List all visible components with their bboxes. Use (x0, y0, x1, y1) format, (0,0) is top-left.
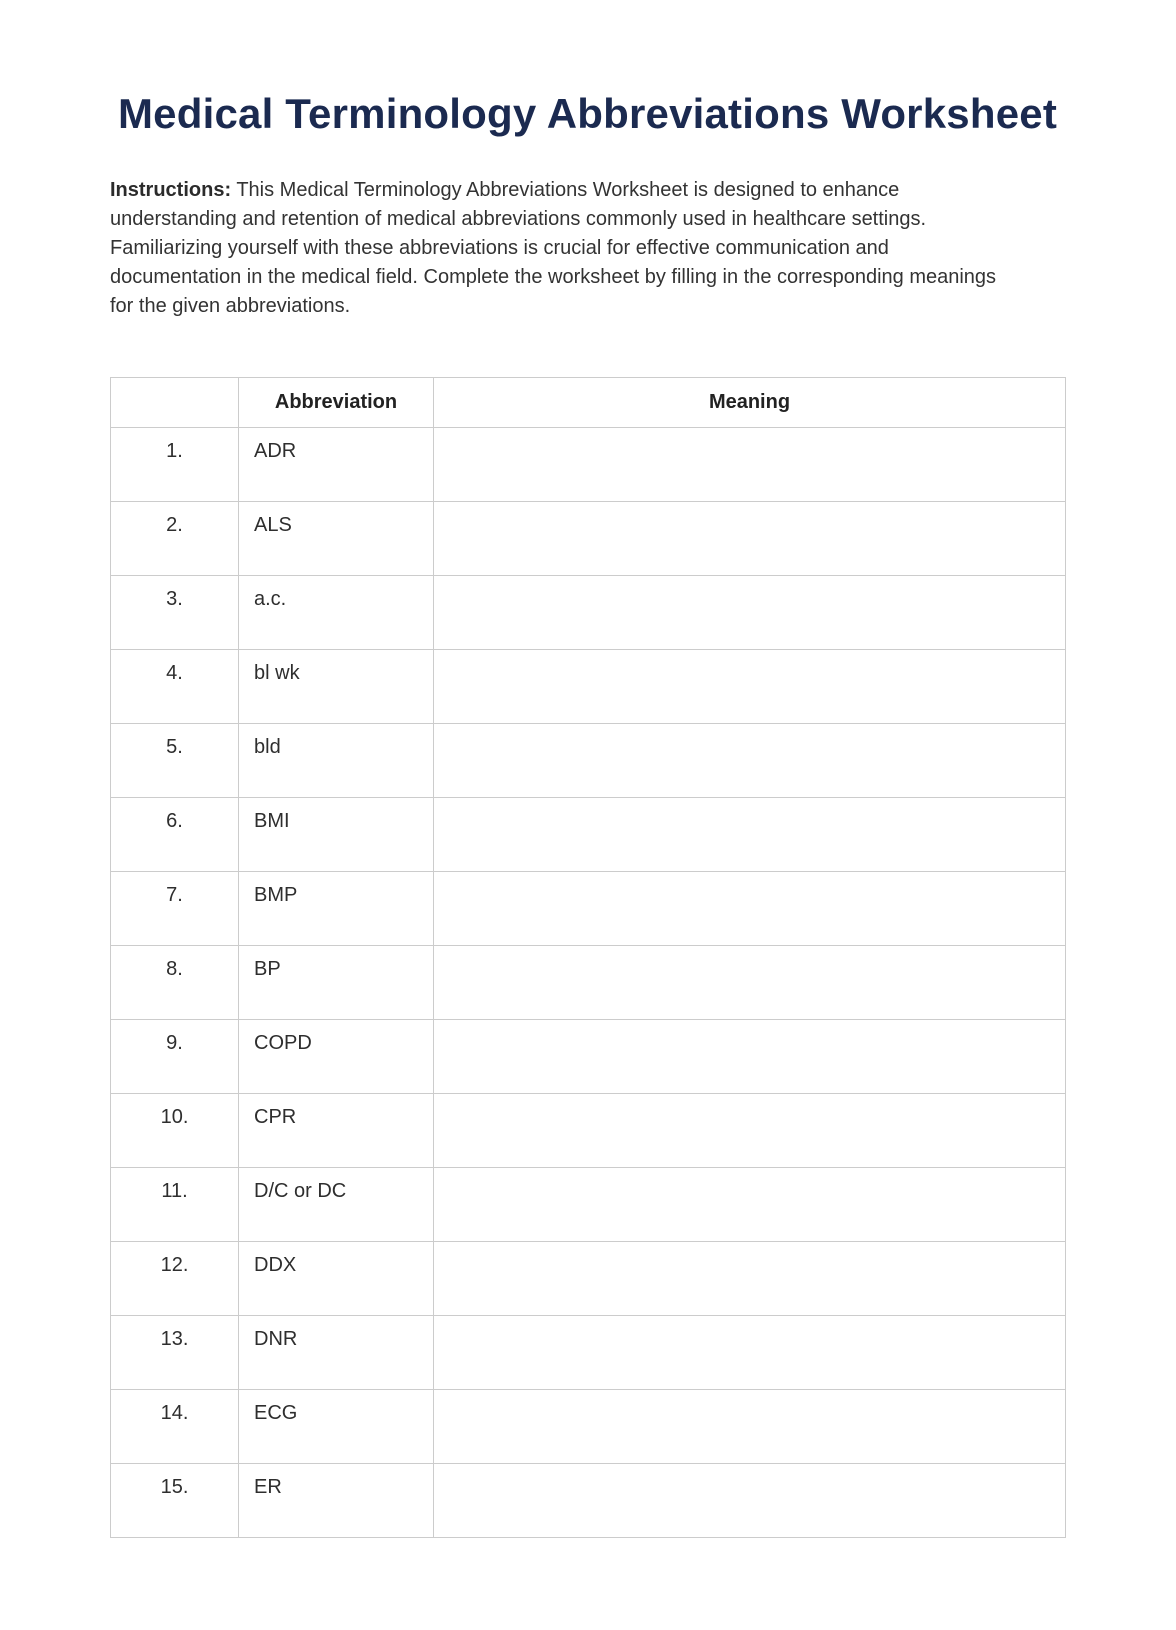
row-meaning-blank[interactable] (434, 1168, 1066, 1242)
instructions-label: Instructions: (110, 179, 232, 201)
row-meaning-blank[interactable] (434, 1464, 1066, 1538)
row-abbreviation: a.c. (239, 576, 434, 650)
table-row (111, 1168, 1066, 1242)
table-row (111, 576, 1066, 650)
row-number: 15. (111, 1464, 239, 1538)
row-number: 6. (111, 798, 239, 872)
row-meaning-blank[interactable] (434, 428, 1066, 502)
row-abbreviation: ECG (239, 1390, 434, 1464)
row-meaning-blank[interactable] (434, 1020, 1066, 1094)
row-number: 8. (111, 946, 239, 1020)
row-meaning-blank[interactable] (434, 724, 1066, 798)
row-number: 1. (111, 428, 239, 502)
row-abbreviation: BMI (239, 798, 434, 872)
table-row (111, 798, 1066, 872)
row-meaning-blank[interactable] (434, 576, 1066, 650)
table-row (111, 1242, 1066, 1316)
header-number-cell (111, 378, 239, 428)
table-row (111, 1020, 1066, 1094)
row-number: 13. (111, 1316, 239, 1390)
table-row (111, 1094, 1066, 1168)
page-title: Medical Terminology Abbreviations Worksheet (117, 90, 1058, 137)
row-abbreviation: D/C or DC (239, 1168, 434, 1242)
row-abbreviation: BP (239, 946, 434, 1020)
row-abbreviation: ER (239, 1464, 434, 1538)
table-row (111, 428, 1066, 502)
table-row (111, 1464, 1066, 1538)
row-number: 10. (111, 1094, 239, 1168)
table-header (111, 378, 1066, 428)
table-row (111, 502, 1066, 576)
row-meaning-blank[interactable] (434, 1242, 1066, 1316)
row-abbreviation: ADR (239, 428, 434, 502)
instructions-text: This Medical Terminology Abbreviations Worksheet is designed to enhance understanding and retention of medical abbreviations commonly used in healthcare settings. Familiarizing yourself with these abbreviations is crucial for effective communication and documentation in the medical field. Complete the worksheet by filling in the corresponding meanings for the given abbreviations. (110, 179, 997, 317)
table-row (111, 1316, 1066, 1390)
row-number: 3. (111, 576, 239, 650)
table-row (111, 724, 1066, 798)
row-meaning-blank[interactable] (434, 1390, 1066, 1464)
row-number: 2. (111, 502, 239, 576)
row-abbreviation: DDX (239, 1242, 434, 1316)
row-meaning-blank[interactable] (434, 502, 1066, 576)
table-row (111, 650, 1066, 724)
row-number: 7. (111, 872, 239, 946)
row-number: 12. (111, 1242, 239, 1316)
row-meaning-blank[interactable] (434, 1094, 1066, 1168)
table-row (111, 946, 1066, 1020)
row-meaning-blank[interactable] (434, 650, 1066, 724)
header-abbreviation-cell: Abbreviation (239, 378, 434, 428)
row-meaning-blank[interactable] (434, 946, 1066, 1020)
instructions (110, 176, 1010, 321)
table-row (111, 872, 1066, 946)
header-meaning-cell: Meaning (434, 378, 1066, 428)
worksheet-table-body (111, 428, 1066, 1538)
row-abbreviation: COPD (239, 1020, 434, 1094)
row-number: 5. (111, 724, 239, 798)
row-abbreviation: BMP (239, 872, 434, 946)
row-number: 4. (111, 650, 239, 724)
table-row (111, 1390, 1066, 1464)
row-number: 11. (111, 1168, 239, 1242)
row-abbreviation: DNR (239, 1316, 434, 1390)
row-meaning-blank[interactable] (434, 872, 1066, 946)
row-abbreviation: bld (239, 724, 434, 798)
table-header-row (111, 378, 1066, 428)
row-number: 14. (111, 1390, 239, 1464)
row-meaning-blank[interactable] (434, 1316, 1066, 1390)
row-meaning-blank[interactable] (434, 798, 1066, 872)
row-number: 9. (111, 1020, 239, 1094)
row-abbreviation: bl wk (239, 650, 434, 724)
abbreviations-table (110, 377, 1066, 1538)
row-abbreviation: CPR (239, 1094, 434, 1168)
row-abbreviation: ALS (239, 502, 434, 576)
